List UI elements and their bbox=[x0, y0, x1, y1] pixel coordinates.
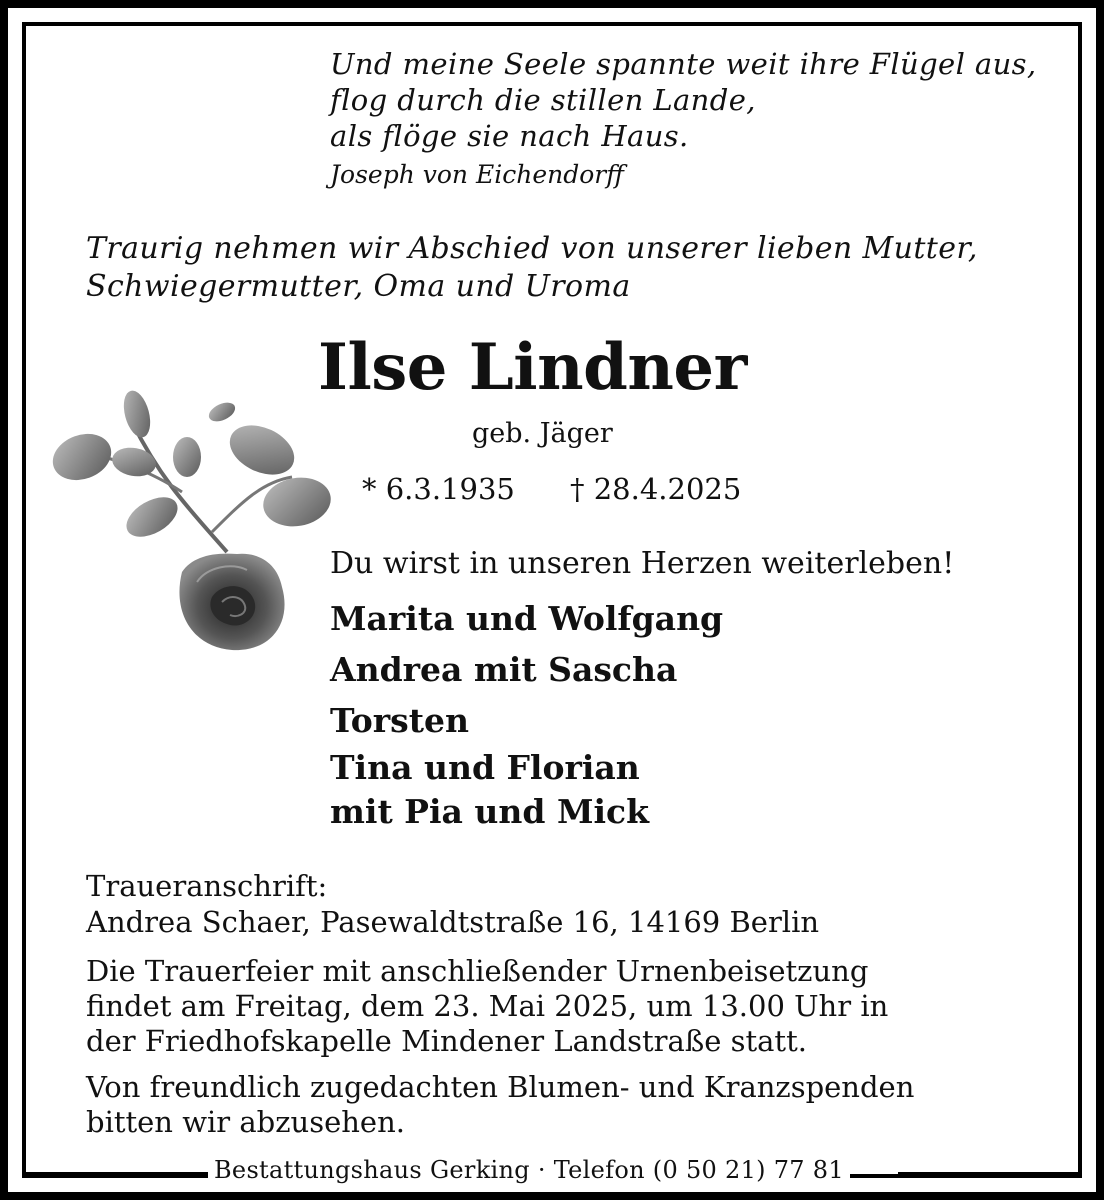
address-label: Traueranschrift: bbox=[86, 869, 328, 903]
intro-line: Traurig nehmen wir Abschied von unserer lieben Mutter, bbox=[86, 231, 978, 266]
mourner-name: Tina und Florian bbox=[330, 748, 640, 787]
rose-illustration bbox=[42, 382, 342, 672]
birth-date: * 6.3.1935 bbox=[362, 472, 515, 506]
mourner-name: Marita und Wolfgang bbox=[330, 599, 724, 638]
mourning-address: Andrea Schaer, Pasewaldtstraße 16, 14169 Berlin bbox=[86, 905, 820, 939]
poem-line: als flöge sie nach Haus. bbox=[330, 119, 689, 153]
ceremony-line: Die Trauerfeier mit anschließender Urnenbeisetzung bbox=[86, 954, 869, 988]
poem-line: flog durch die stillen Lande, bbox=[330, 83, 756, 117]
funeral-home-footer: Bestattungshaus Gerking · Telefon (0 50 21) 77 81 bbox=[208, 1156, 850, 1184]
poem bbox=[330, 46, 1037, 154]
flowers-request bbox=[86, 1070, 914, 1140]
death-date: † 28.4.2025 bbox=[570, 472, 742, 506]
mourner-name: mit Pia und Mick bbox=[330, 792, 649, 831]
obituary-notice bbox=[8, 8, 1096, 1192]
deceased-name: Ilse Lindner bbox=[318, 330, 747, 405]
intro-text bbox=[86, 230, 978, 306]
poem-author: Joseph von Eichendorff bbox=[330, 160, 624, 189]
mourners-list bbox=[330, 593, 723, 834]
farewell-text: Du wirst in unseren Herzen weiterleben! bbox=[330, 546, 955, 581]
flowers-line: Von freundlich zugedachten Blumen- und Kranzspenden bbox=[86, 1070, 915, 1104]
ceremony-info bbox=[86, 954, 888, 1059]
ceremony-line: findet am Freitag, dem 23. Mai 2025, um 13.00 Uhr in bbox=[86, 989, 889, 1023]
intro-line: Schwiegermutter, Oma und Uroma bbox=[86, 269, 631, 304]
poem-line: Und meine Seele spannte weit ihre Flügel aus, bbox=[330, 47, 1037, 81]
footer-rule-left bbox=[22, 1172, 212, 1176]
flowers-line: bitten wir abzusehen. bbox=[86, 1105, 405, 1139]
footer-rule-right bbox=[898, 1172, 1082, 1176]
mourner-name: Andrea mit Sascha bbox=[330, 650, 678, 689]
mourner-name: Torsten bbox=[330, 701, 469, 740]
ceremony-line: der Friedhofskapelle Mindener Landstraße statt. bbox=[86, 1024, 807, 1058]
maiden-name: geb. Jäger bbox=[472, 418, 613, 449]
